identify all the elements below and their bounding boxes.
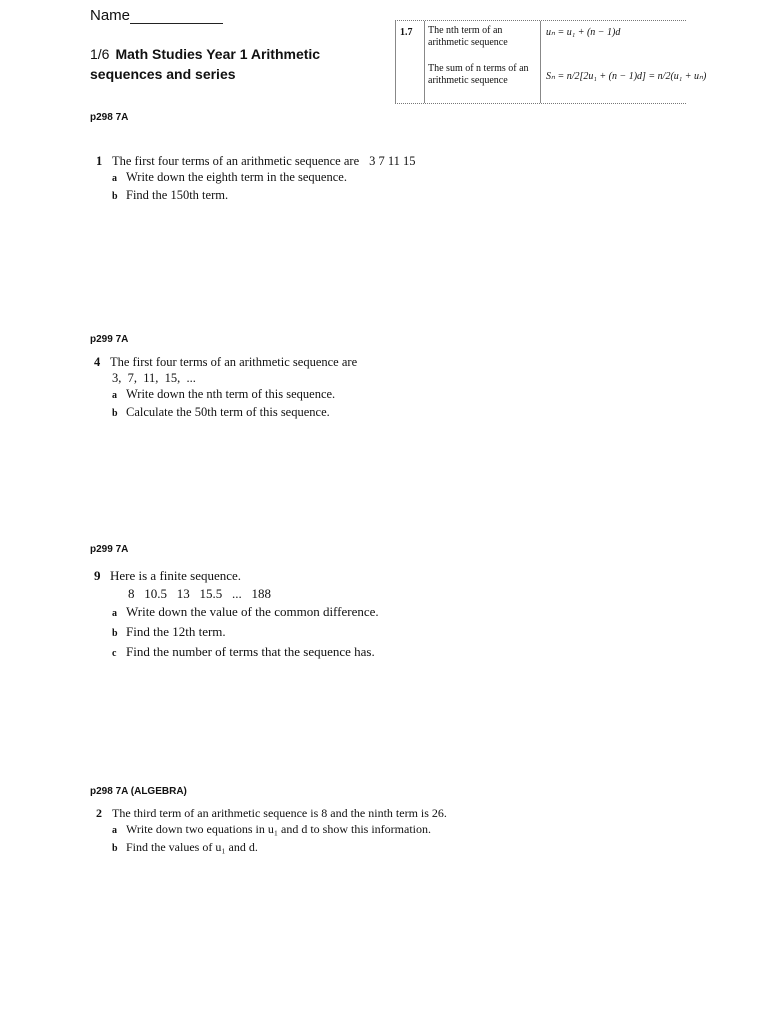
name-label: Name — [90, 7, 131, 24]
part-text: Find the 150th term. — [126, 188, 229, 202]
part-letter: a — [112, 173, 117, 184]
part-text: Write down the nth term of this sequence. — [126, 387, 336, 401]
question-4 — [94, 354, 357, 422]
formula-nth-term: uₙ = u₁ + (n − 1)d — [546, 27, 621, 38]
formula-number: 1.7 — [400, 27, 413, 38]
question-sequence: 8 10.5 13 15.5 ... 188 — [128, 586, 271, 601]
question-number: 1 — [96, 154, 103, 168]
question-text: Here is a finite sequence. — [110, 568, 242, 583]
section-heading: p298 7A — [90, 112, 129, 123]
formula-table — [395, 20, 707, 104]
formula-row — [396, 21, 686, 61]
part-text: Calculate the 50th term of this sequence. — [126, 405, 330, 419]
question-9 — [94, 567, 379, 663]
part-text: Write down two equations in u₁ and d to show this information. — [126, 822, 431, 836]
part-text: Find the 12th term. — [126, 624, 226, 639]
part-letter: c — [112, 648, 117, 659]
part-letter: b — [112, 628, 118, 639]
part-letter: a — [112, 825, 117, 836]
part-text: Write down the value of the common difference. — [126, 604, 379, 619]
formula-desc-line: The sum of n terms of an — [428, 63, 529, 74]
section-heading: p298 7A (ALGEBRA) — [90, 786, 187, 797]
question-number: 9 — [94, 568, 101, 583]
question-number: 4 — [94, 355, 101, 369]
part-text: Write down the eighth term in the sequence. — [126, 170, 347, 184]
part-letter: b — [112, 191, 118, 202]
question-1 — [96, 153, 416, 205]
name-blank-line[interactable] — [130, 23, 223, 24]
section-heading: p299 7A — [90, 544, 129, 555]
question-text: The third term of an arithmetic sequence is 8 and the ninth term is 26. — [112, 806, 447, 820]
formula-desc-line: arithmetic sequence — [428, 37, 508, 48]
part-letter: b — [112, 843, 118, 854]
section-heading: p299 7A — [90, 334, 129, 345]
formula-sum: Sₙ = n/2[2u₁ + (n − 1)d] = n/2(u₁ + uₙ) — [546, 71, 707, 82]
part-text: Find the number of terms that the sequence has. — [126, 644, 375, 659]
title-line-2: sequences and series — [90, 66, 236, 82]
question-text: The first four terms of an arithmetic sequence are — [110, 355, 358, 369]
formula-row — [396, 61, 707, 103]
title-line-1: Math Studies Year 1 Arithmetic — [115, 46, 321, 62]
part-text: Find the values of u₁ and d. — [126, 840, 258, 854]
question-sequence: 3, 7, 11, 15, ... — [112, 371, 196, 385]
part-letter: a — [112, 608, 117, 619]
question-sequence: 3 7 11 15 — [369, 154, 416, 168]
title-number: 1/6 — [90, 46, 110, 62]
formula-desc-line: The nth term of an — [428, 25, 503, 36]
question-text: The first four terms of an arithmetic sequence are — [112, 154, 360, 168]
formula-description — [428, 25, 536, 49]
question-number: 2 — [96, 806, 102, 820]
question-2 — [96, 805, 447, 857]
formula-desc-line: arithmetic sequence — [428, 75, 508, 86]
part-letter: a — [112, 390, 117, 401]
part-letter: b — [112, 408, 118, 419]
formula-description — [428, 63, 536, 87]
page-title — [90, 44, 320, 84]
